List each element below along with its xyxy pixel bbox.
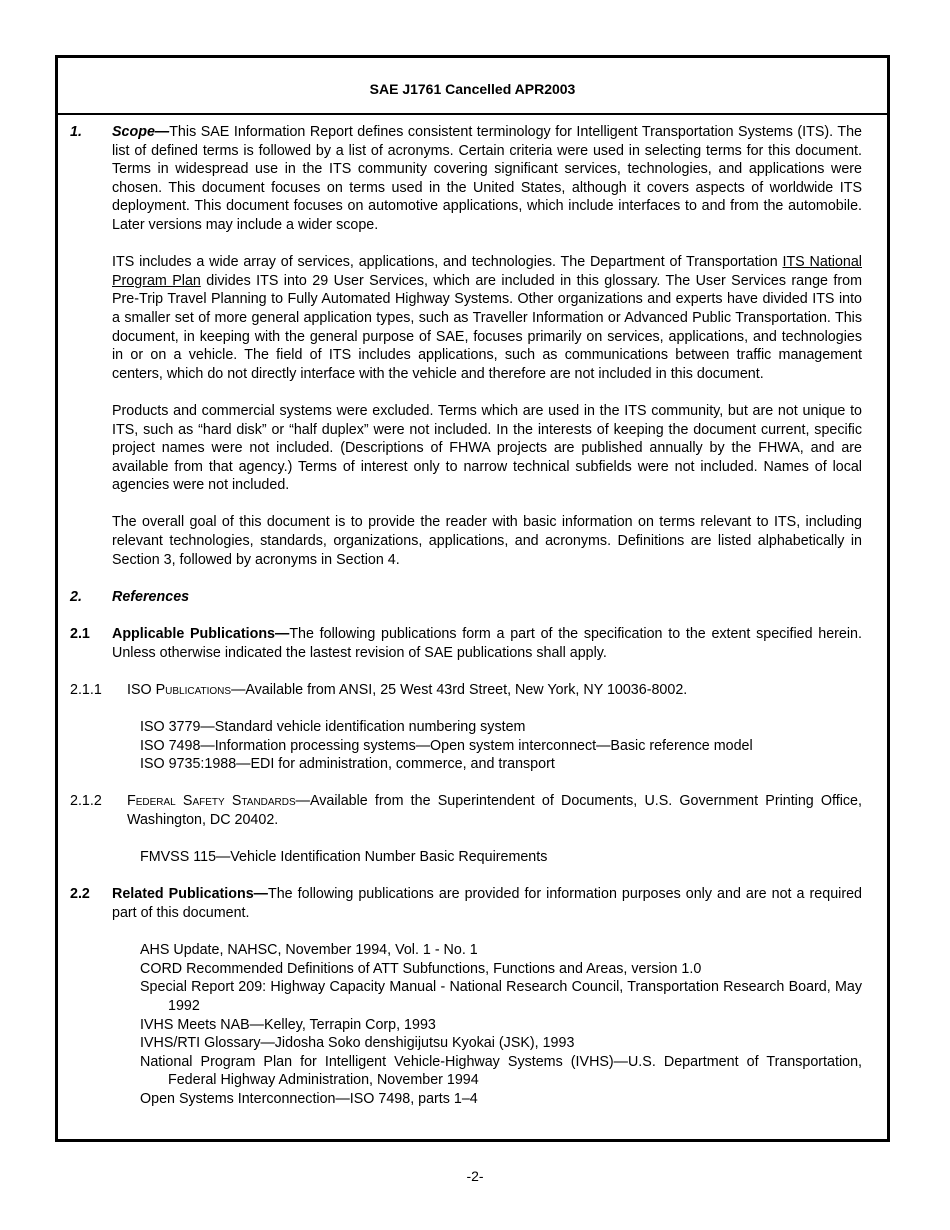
section-number: 2. — [70, 588, 82, 605]
subsection-number: 2.2 — [70, 886, 90, 903]
section-references — [70, 588, 862, 607]
related-list — [140, 941, 862, 1108]
document-title: SAE J1761 Cancelled APR2003 — [369, 80, 576, 97]
list-item: Open Systems Interconnection—ISO 7498, parts 1–4 — [140, 1090, 478, 1107]
list-item: National Program Plan for Intelligent Vehicle-Highway Systems (IVHS)—U.S. Department of Transportation, Federal Highway Administration, November 1994 — [140, 1053, 862, 1089]
list-item: ISO 7498—Information processing systems—Open system interconnect—Basic reference model — [140, 737, 753, 754]
list-item: FMVSS 115—Vehicle Identification Number Basic Requirements — [140, 849, 548, 866]
list-item: Special Report 209: Highway Capacity Manual - National Research Council, Transportation Research Board, May 1992 — [140, 979, 862, 1014]
scope-paragraph-2: ITS includes a wide array of services, applications, and technologies. The Department of Transportation ITS National Program Plan divides ITS into 29 User Services, which are included in this glossary. The User Services range from Pre-Trip Travel Planning to Fully Automated Highway Systems. Other organizations and experts have divided ITS into a smaller set of more general application types, such as Traveller Information or Advanced Public Transportation. This document, in keeping with the general purpose of SAE, focuses primarily on services, applications, and technologies in or on a vehicle. The field of ITS includes applications, such as communications between traffic management centers, which do not directly interface with the vehicle and therefore are not included in this document. — [112, 254, 862, 382]
fmvss-list — [140, 848, 862, 867]
subsection-federal-safety-standards: 2.1.2 Federal Safety Standards—Available from the Superintendent of Documents, U.S. Government Printing Office, Washington, DC 20402. — [70, 793, 862, 828]
section-heading: References — [112, 588, 190, 605]
list-item: ISO 3779—Standard vehicle identification numbering system — [140, 719, 526, 735]
subsection-number: 2.1.2 — [70, 793, 102, 810]
subsection-number: 2.1 — [70, 626, 90, 643]
iso-list — [140, 718, 862, 774]
section-number: 1. — [70, 124, 82, 140]
scope-paragraph-3: Products and commercial systems were excluded. Terms which are used in the ITS community, but are not unique to ITS, such as “hard disk” or “half duplex” were not included. In the interests of keeping the document current, specific project names were not included. (Descriptions of FHWA projects are published annually by the FHWA, and are available from that agency.) Terms of interest only to narrow technical subfields were not included. Names of local agencies were not included. — [112, 402, 862, 494]
subsection-iso-publications: 2.1.1 ISO Publications—Available from ANSI, 25 West 43rd Street, New York, NY 10036-8002. — [70, 681, 688, 698]
list-item: IVHS/RTI Glossary—Jidosha Soko denshigijutsu Kyokai (JSK), 1993 — [140, 1035, 575, 1052]
page-frame — [55, 55, 890, 1142]
list-item: ISO 9735:1988—EDI for administration, commerce, and transport — [140, 756, 555, 773]
section-scope — [70, 123, 862, 235]
document-header — [58, 58, 887, 115]
list-item: AHS Update, NAHSC, November 1994, Vol. 1 - No. 1 — [140, 942, 478, 959]
subsection-applicable-publications: 2.1 Applicable Publications—The following publications form a part of the specification to the extent specified herein. Unless otherwise indicated the lastest revision of SAE publications shall apply. — [70, 626, 862, 661]
subsection-related-publications: 2.2 Related Publications—The following publications are provided for information purposes only and are not a required part of this document. — [70, 886, 862, 921]
subsection-heading: Related Publications— — [112, 886, 268, 903]
program-plan-reference: ITS National Program Plan — [112, 254, 862, 289]
scope-paragraph-1: Scope—This SAE Information Report defines consistent terminology for Intelligent Transportation Systems (ITS). The list of defined terms is followed by a list of acronyms. Certain criteria were used in selecting terms for this document. Terms in widespread use in the ITS community covering significant services, technologies, and applications were chosen. This document focuses on terms used in the United States, although it covers aspects of worldwide ITS deployment. This document focuses on automotive applications, which include interfaces to and from the automobile. Later versions may include a wider scope. — [112, 124, 862, 233]
subsection-number: 2.1.1 — [70, 681, 102, 698]
list-item: CORD Recommended Definitions of ATT Subfunctions, Functions and Areas, version 1.0 — [140, 960, 702, 977]
subsection-heading: Applicable Publications— — [112, 626, 290, 643]
page-number: -2- — [466, 1168, 484, 1184]
section-heading: Scope— — [112, 124, 170, 140]
scope-paragraph-4: The overall goal of this document is to provide the reader with basic information on terms relevant to ITS, including relevant technologies, standards, organizations, applications, and acronyms. Definitions are listed alphabetically in Section 3, followed by acronyms in Section 4. — [112, 514, 862, 568]
document-body — [70, 123, 862, 1108]
list-item: IVHS Meets NAB—Kelley, Terrapin Corp, 1993 — [140, 1016, 436, 1033]
